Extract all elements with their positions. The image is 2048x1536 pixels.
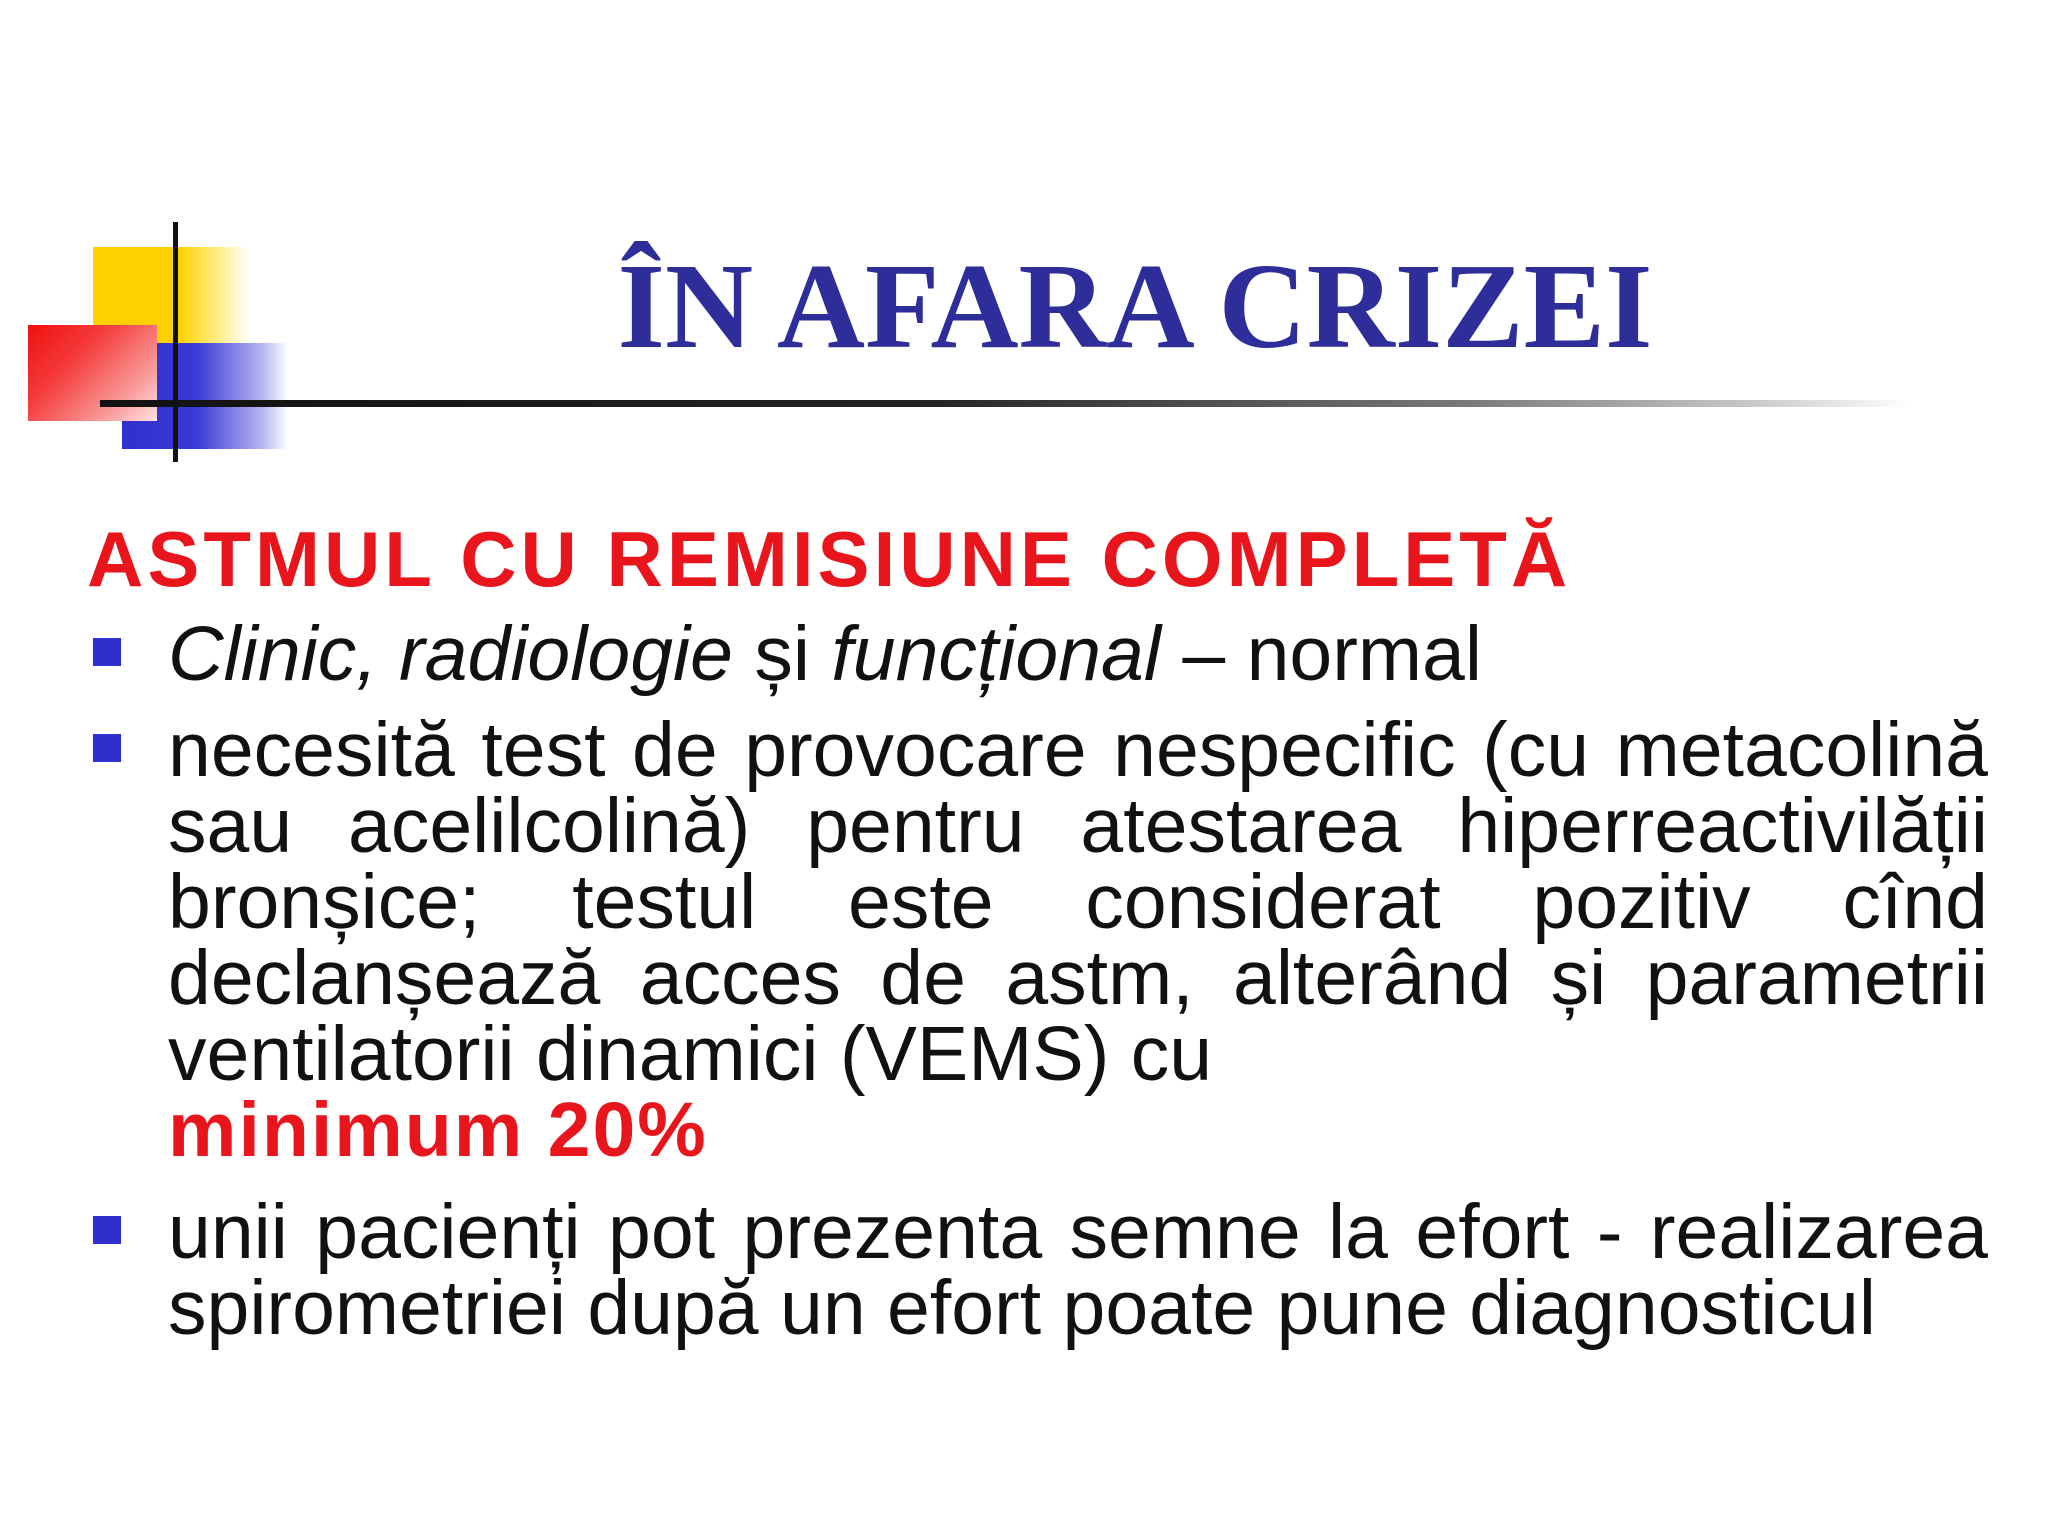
bullet-item-1-italic-a: Clinic, radiologie [168, 611, 733, 697]
title-underline [100, 400, 1910, 407]
highlight-minimum-value: minimum 20% [168, 1087, 708, 1173]
bullet-item-1-connector: și [732, 611, 832, 697]
section-heading: ASTMUL CU REMISIUNE COMPLETĂ [87, 515, 1572, 603]
bullet-item-3: unii pacienți pot prezenta semne la efort - realizarea spirometriei după un efort poate pune diagnosticul [168, 1189, 1988, 1351]
bullet-item-1-italic-b: funcțional [831, 611, 1161, 697]
slide-title: ÎN AFARA CRIZEI [617, 239, 1653, 374]
bullet-item-1-tail: – normal [1160, 611, 1482, 697]
bullet-marker [93, 1216, 121, 1244]
bullet-item-2-text: necesită test de provocare nespecific (cu metacolină sau acelilcolină) pentru atestarea hiperreactivilății bronșice; testul este considerat pozitiv cînd declanșează acces de astm, alterând și parametrii ventilatorii dinamici (VEMS) cu [168, 707, 1988, 1097]
bullet-marker [93, 734, 121, 762]
bullet-item-1 [168, 611, 1988, 697]
bullet-marker [93, 638, 121, 666]
vertical-rule [173, 222, 178, 462]
bullet-item-2 [168, 707, 1988, 1173]
